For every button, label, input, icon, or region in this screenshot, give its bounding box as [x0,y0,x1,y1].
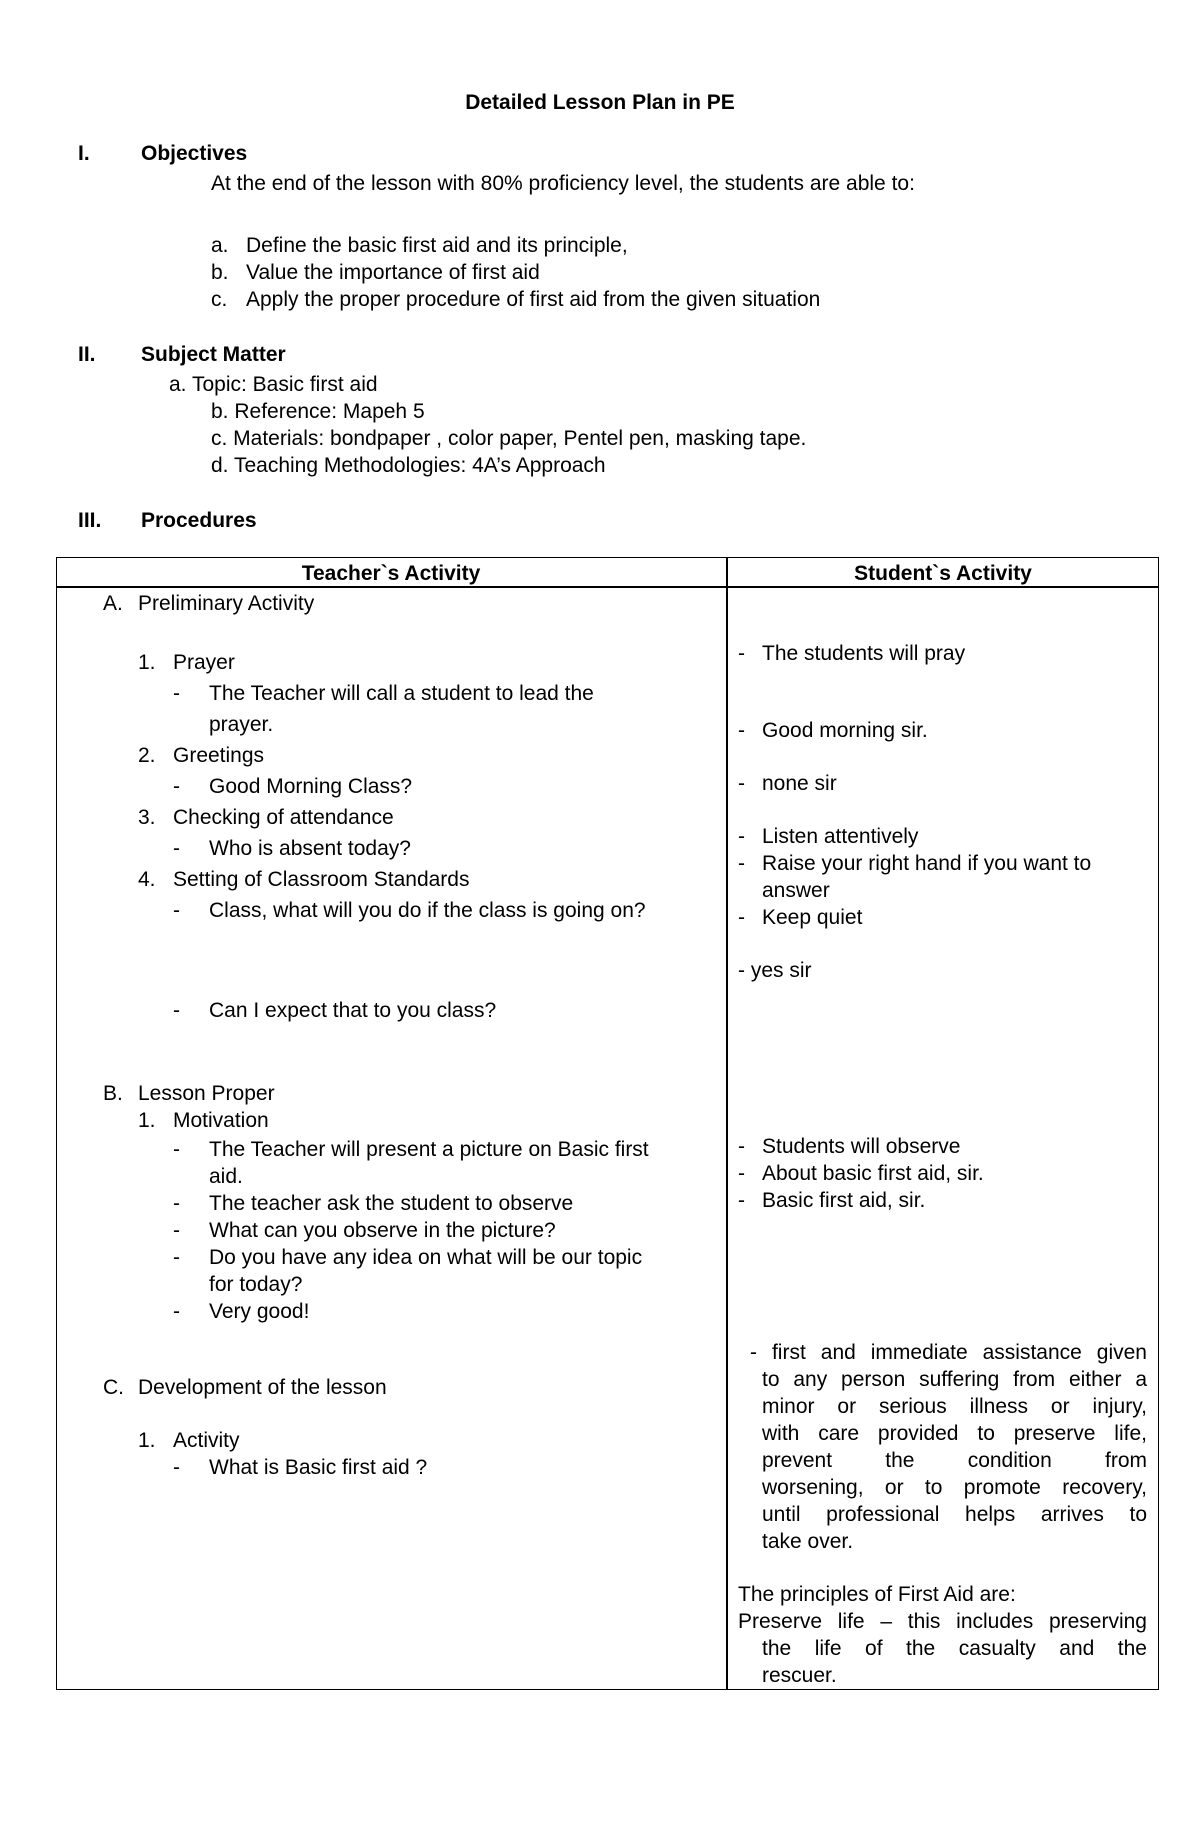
student-response: Listen attentively [762,825,919,848]
motivation-note: The teacher ask the student to observe [209,1192,574,1215]
objectives-intro: At the end of the lesson with 80% proficiency level, the students are able to: [211,172,915,195]
dash-bullet: - [738,825,745,848]
objective-text: Value the importance of first aid [246,261,540,284]
student-response: About basic first aid, sir. [762,1162,984,1185]
procedures-heading: Procedures [141,509,257,532]
step-number: 4. [138,868,156,891]
student-response-cont: answer [762,879,830,902]
definition-line: until professional helps arrives to [762,1503,1147,1526]
student-activity-header: Student`s Activity [854,562,1032,585]
subject-reference: b. Reference: Mapeh 5 [211,400,425,423]
dash-bullet: - [173,1300,180,1323]
student-response: Raise your right hand if you want to [762,852,1092,875]
definition-line: prevent the condition from [762,1449,1147,1472]
dash-bullet: - [173,682,180,705]
dash-bullet: - [173,1246,180,1269]
motivation-heading: Motivation [173,1109,269,1132]
dash-bullet: - [173,999,180,1022]
subject-matter-numeral: II. [78,343,96,366]
activity-note: What is Basic first aid ? [209,1456,428,1479]
dash-bullet: - [738,1162,745,1185]
attendance-note: Who is absent today? [209,837,411,860]
header-divider [56,586,1159,588]
activity-heading: Activity [173,1429,240,1452]
principle-line: Preserve life – this includes preserving [738,1610,1147,1633]
definition-line: - first and immediate assistance given [750,1341,1147,1364]
expect-note: Can I expect that to you class? [209,999,497,1022]
student-response: Basic first aid, sir. [762,1189,926,1212]
dash-bullet: - [173,837,180,860]
principle-line: the life of the casualty and the [762,1637,1147,1660]
motivation-note: The Teacher will present a picture on Basic first [209,1138,649,1161]
procedures-numeral: III. [78,509,102,532]
dash-bullet: - [738,642,745,665]
subject-topic: a. Topic: Basic first aid [169,373,378,396]
motivation-note: Do you have any idea on what will be our topic [209,1246,643,1269]
motivation-note-cont: aid. [209,1165,243,1188]
step-number: 1. [138,1109,156,1132]
objective-text: Define the basic first aid and its principle, [246,234,628,257]
student-response: Students will observe [762,1135,961,1158]
student-response: - yes sir [738,959,812,982]
dash-bullet: - [173,775,180,798]
definition-line: minor or serious illness or injury, [762,1395,1147,1418]
prayer-note: The Teacher will call a student to lead the [209,682,594,705]
greetings-heading: Greetings [173,744,265,767]
dash-bullet: - [173,1192,180,1215]
dash-bullet: - [173,1219,180,1242]
objectives-numeral: I. [78,142,90,165]
dash-bullet: - [738,772,745,795]
student-response: The students will pray [762,642,966,665]
dash-bullet: - [738,1189,745,1212]
preliminary-activity-heading: Preliminary Activity [138,592,315,615]
motivation-note-cont: for today? [209,1273,303,1296]
objective-letter: c. [211,288,228,311]
document-title: Detailed Lesson Plan in PE [465,91,735,114]
subject-materials: c. Materials: bondpaper , color paper, Pentel pen, masking tape. [211,427,807,450]
dash-bullet: - [173,899,180,922]
dash-bullet: - [738,852,745,875]
definition-line: take over. [762,1530,854,1553]
motivation-note: What can you observe in the picture? [209,1219,556,1242]
development-heading: Development of the lesson [138,1376,387,1399]
greetings-note: Good Morning Class? [209,775,413,798]
column-divider [726,557,728,1690]
dash-bullet: - [173,1138,180,1161]
dash-bullet: - [738,906,745,929]
step-number: 2. [138,744,156,767]
section-letter: C. [103,1376,124,1399]
step-number: 1. [138,651,156,674]
principle-line: rescuer. [762,1664,837,1687]
student-response: Good morning sir. [762,719,928,742]
motivation-note: Very good! [209,1300,310,1323]
attendance-heading: Checking of attendance [173,806,394,829]
objective-text: Apply the proper procedure of first aid from the given situation [246,288,821,311]
objectives-heading: Objectives [141,142,248,165]
definition-line: worsening, or to promote recovery, [762,1476,1147,1499]
prayer-note-cont: prayer. [209,713,274,736]
standards-heading: Setting of Classroom Standards [173,868,470,891]
dash-bullet: - [738,719,745,742]
objective-letter: a. [211,234,229,257]
objective-letter: b. [211,261,229,284]
student-response: Keep quiet [762,906,863,929]
step-number: 3. [138,806,156,829]
standards-note: Class, what will you do if the class is going on? [209,899,646,922]
subject-matter-heading: Subject Matter [141,343,286,366]
section-letter: A. [103,592,123,615]
definition-line: with care provided to preserve life, [762,1422,1147,1445]
dash-bullet: - [738,1135,745,1158]
teacher-activity-header: Teacher`s Activity [301,562,481,585]
section-letter: B. [103,1082,123,1105]
subject-methodologies: d. Teaching Methodologies: 4A’s Approach [211,454,606,477]
student-response: none sir [762,772,837,795]
dash-bullet: - [173,1456,180,1479]
lesson-proper-heading: Lesson Proper [138,1082,275,1105]
principles-heading: The principles of First Aid are: [738,1583,1016,1606]
definition-line: to any person suffering from either a [762,1368,1147,1391]
step-number: 1. [138,1429,156,1452]
prayer-heading: Prayer [173,651,235,674]
